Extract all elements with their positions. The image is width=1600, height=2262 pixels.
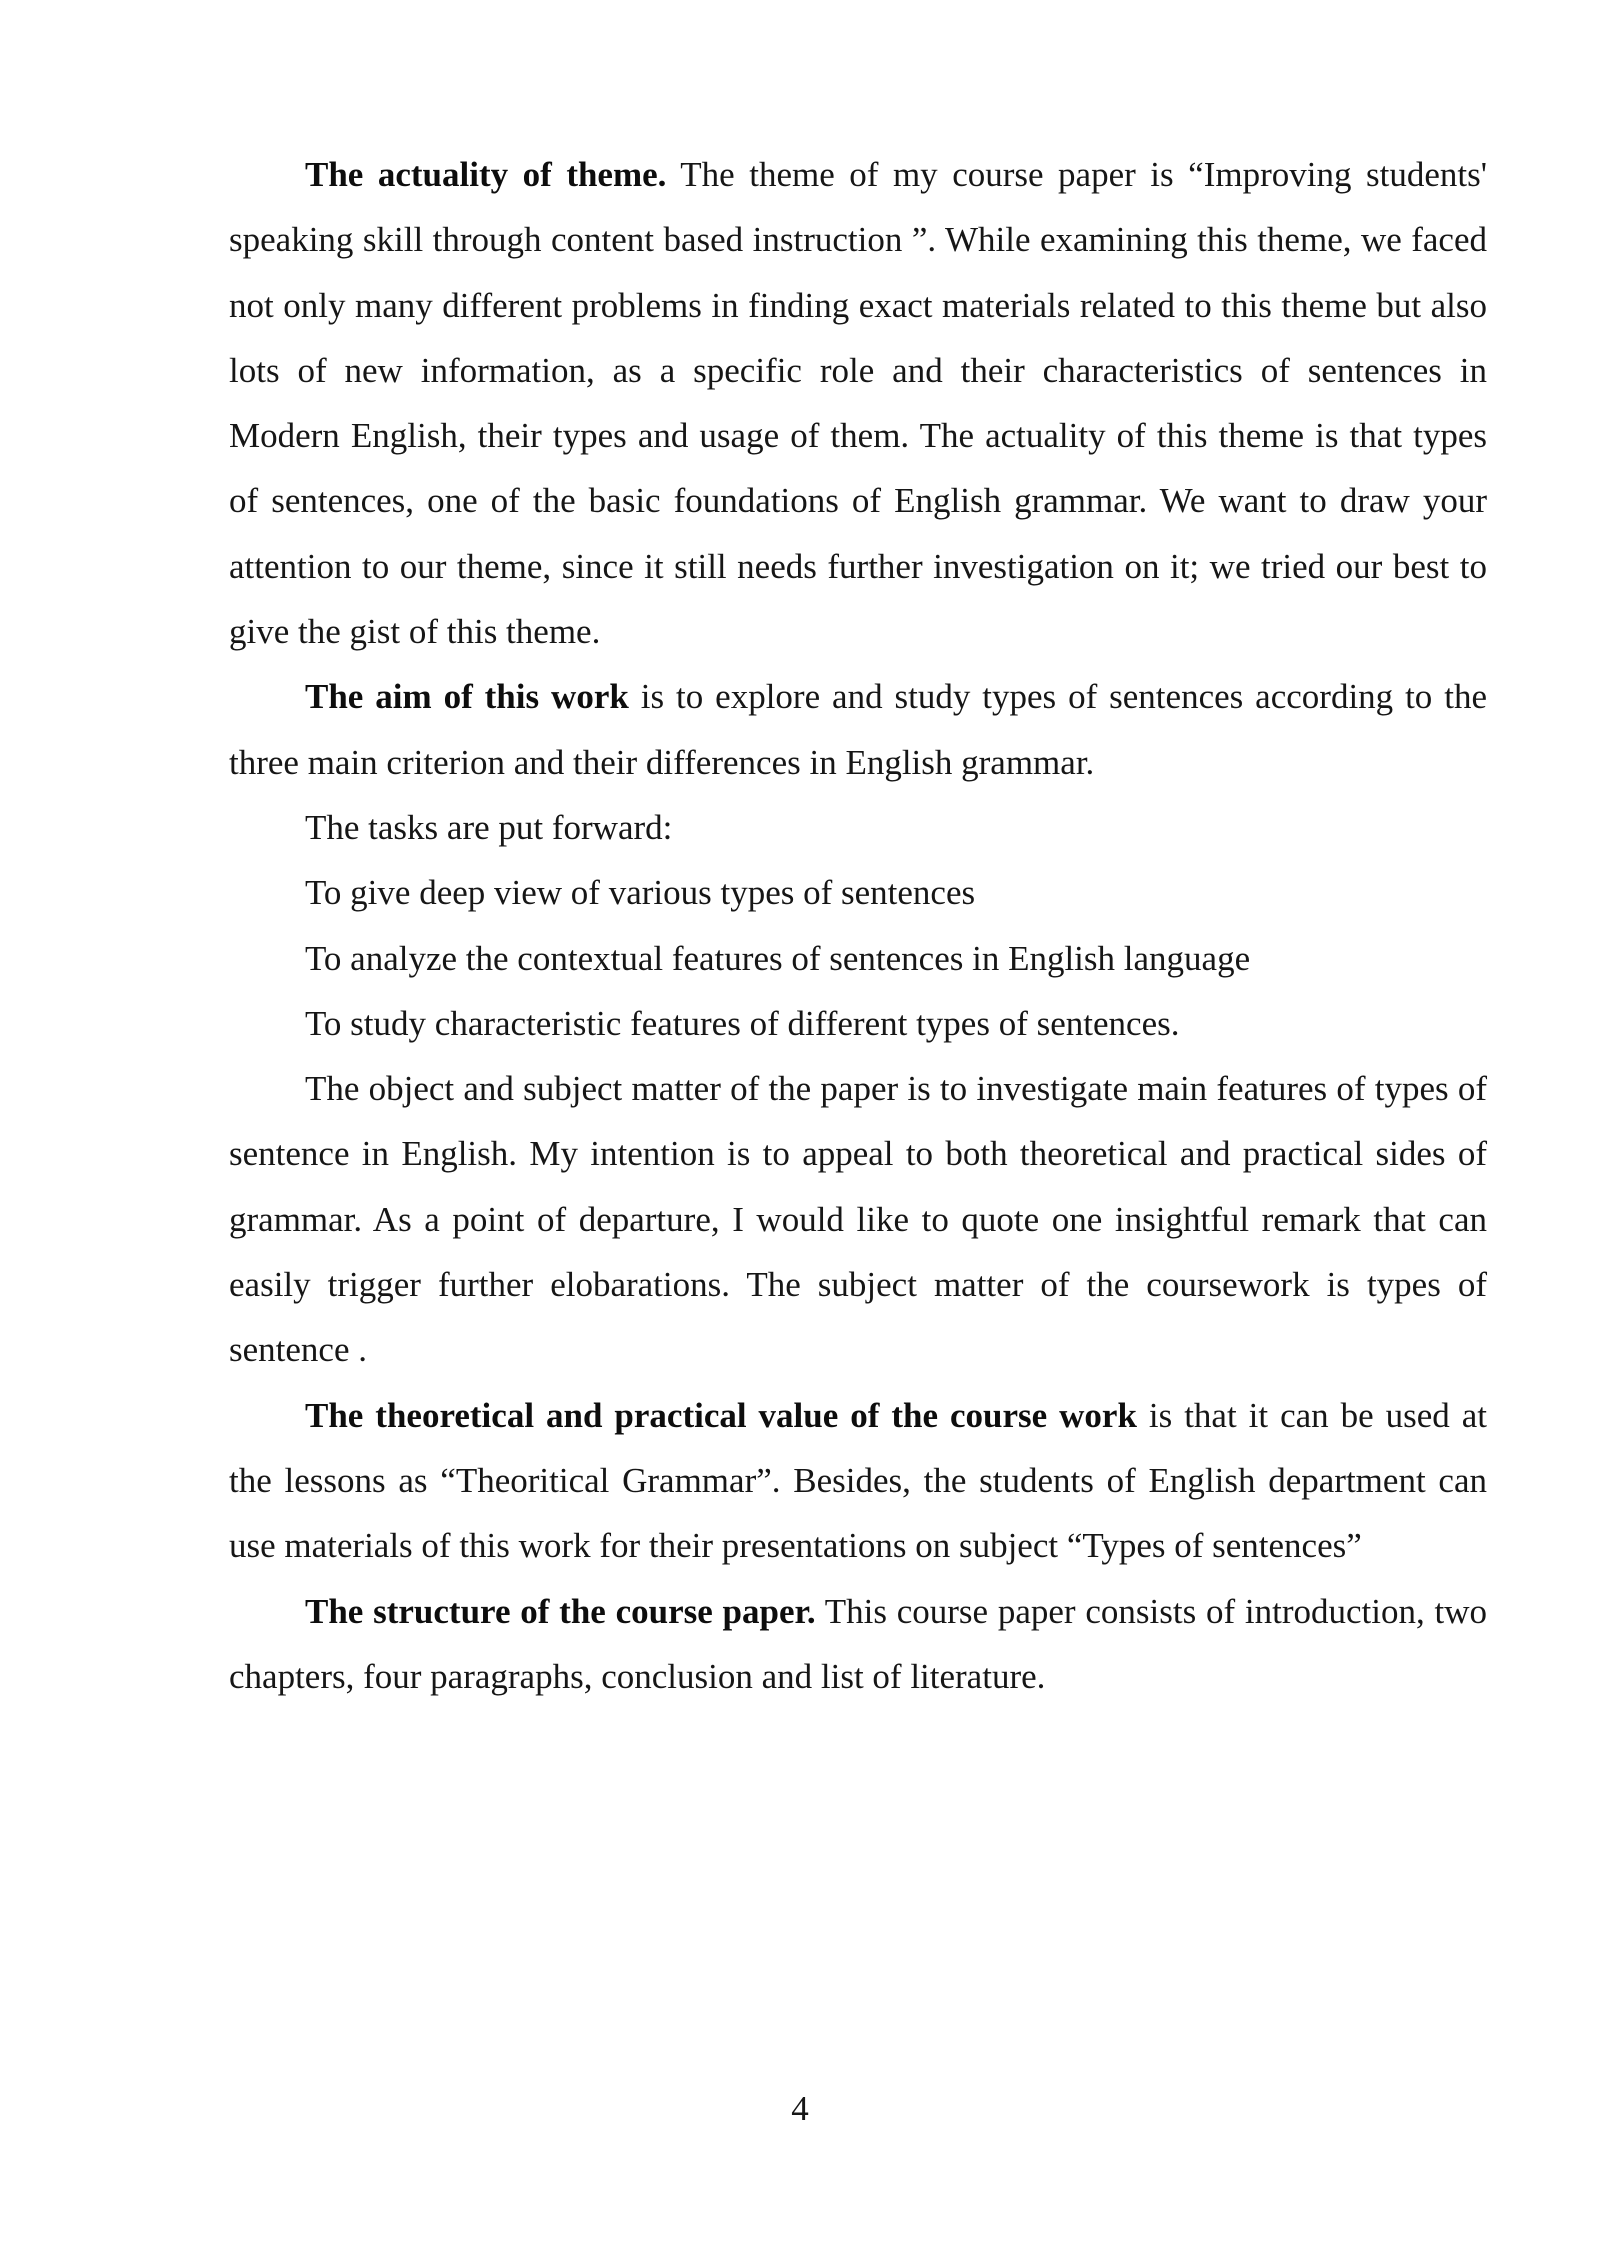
paragraph-actuality <box>229 142 1487 664</box>
paragraph-object: The object and subject matter of the paper is to investigate main features of types of sentence in English. My intention is to appeal to both theoretical and practical sides of grammar. As a point of departure, I would like to quote one insightful remark that can easily trigger further elobarations. The subject matter of the coursework is types of sentence . <box>229 1069 1487 1370</box>
paragraph-structure <box>229 1579 1487 1710</box>
page-number: 4 <box>791 2089 809 2128</box>
task-item-3: To study characteristic features of different types of sentences. <box>305 1003 1180 1043</box>
tasks-intro: The tasks are put forward: <box>305 807 673 847</box>
heading-aim: The aim of this work <box>305 677 629 717</box>
text-value: is that it can be used at the lessons as “Theoritical Grammar”. Besides, the students of English department can use materials of this work for their presentations on subject “Types of sentences” <box>229 1395 1487 1566</box>
heading-structure: The structure of the course paper. <box>305 1591 816 1631</box>
text-actuality: The theme of my course paper is “Improving students' speaking skill through content based instruction ”. While examining this theme, we faced not only many different problems in finding exact materials related to this theme but also lots of new information, as a specific role and their characteristics of sentences in Modern English, their types and usage of them. The actuality of this theme is that types of sentences, one of the basic foundations of English grammar. We want to draw your attention to our theme, since it still needs further investigation on it; we tried our best to give the gist of this theme. <box>229 155 1488 652</box>
heading-actuality: The actuality of theme. <box>305 155 667 194</box>
page-body <box>229 142 1487 1709</box>
text-structure: This course paper consists of introduction, two chapters, four paragraphs, conclusion and list of literature. <box>229 1591 1487 1696</box>
heading-value: The theoretical and practical value of the course work <box>305 1395 1137 1435</box>
task-item-1: To give deep view of various types of sentences <box>305 873 976 913</box>
paragraph-aim <box>229 664 1487 795</box>
text-aim: is to explore and study types of sentences according to the three main criterion and their differences in English grammar. <box>229 677 1487 782</box>
task-item-2: To analyze the contextual features of sentences in English language <box>305 938 1251 978</box>
paragraph-value <box>229 1383 1487 1579</box>
